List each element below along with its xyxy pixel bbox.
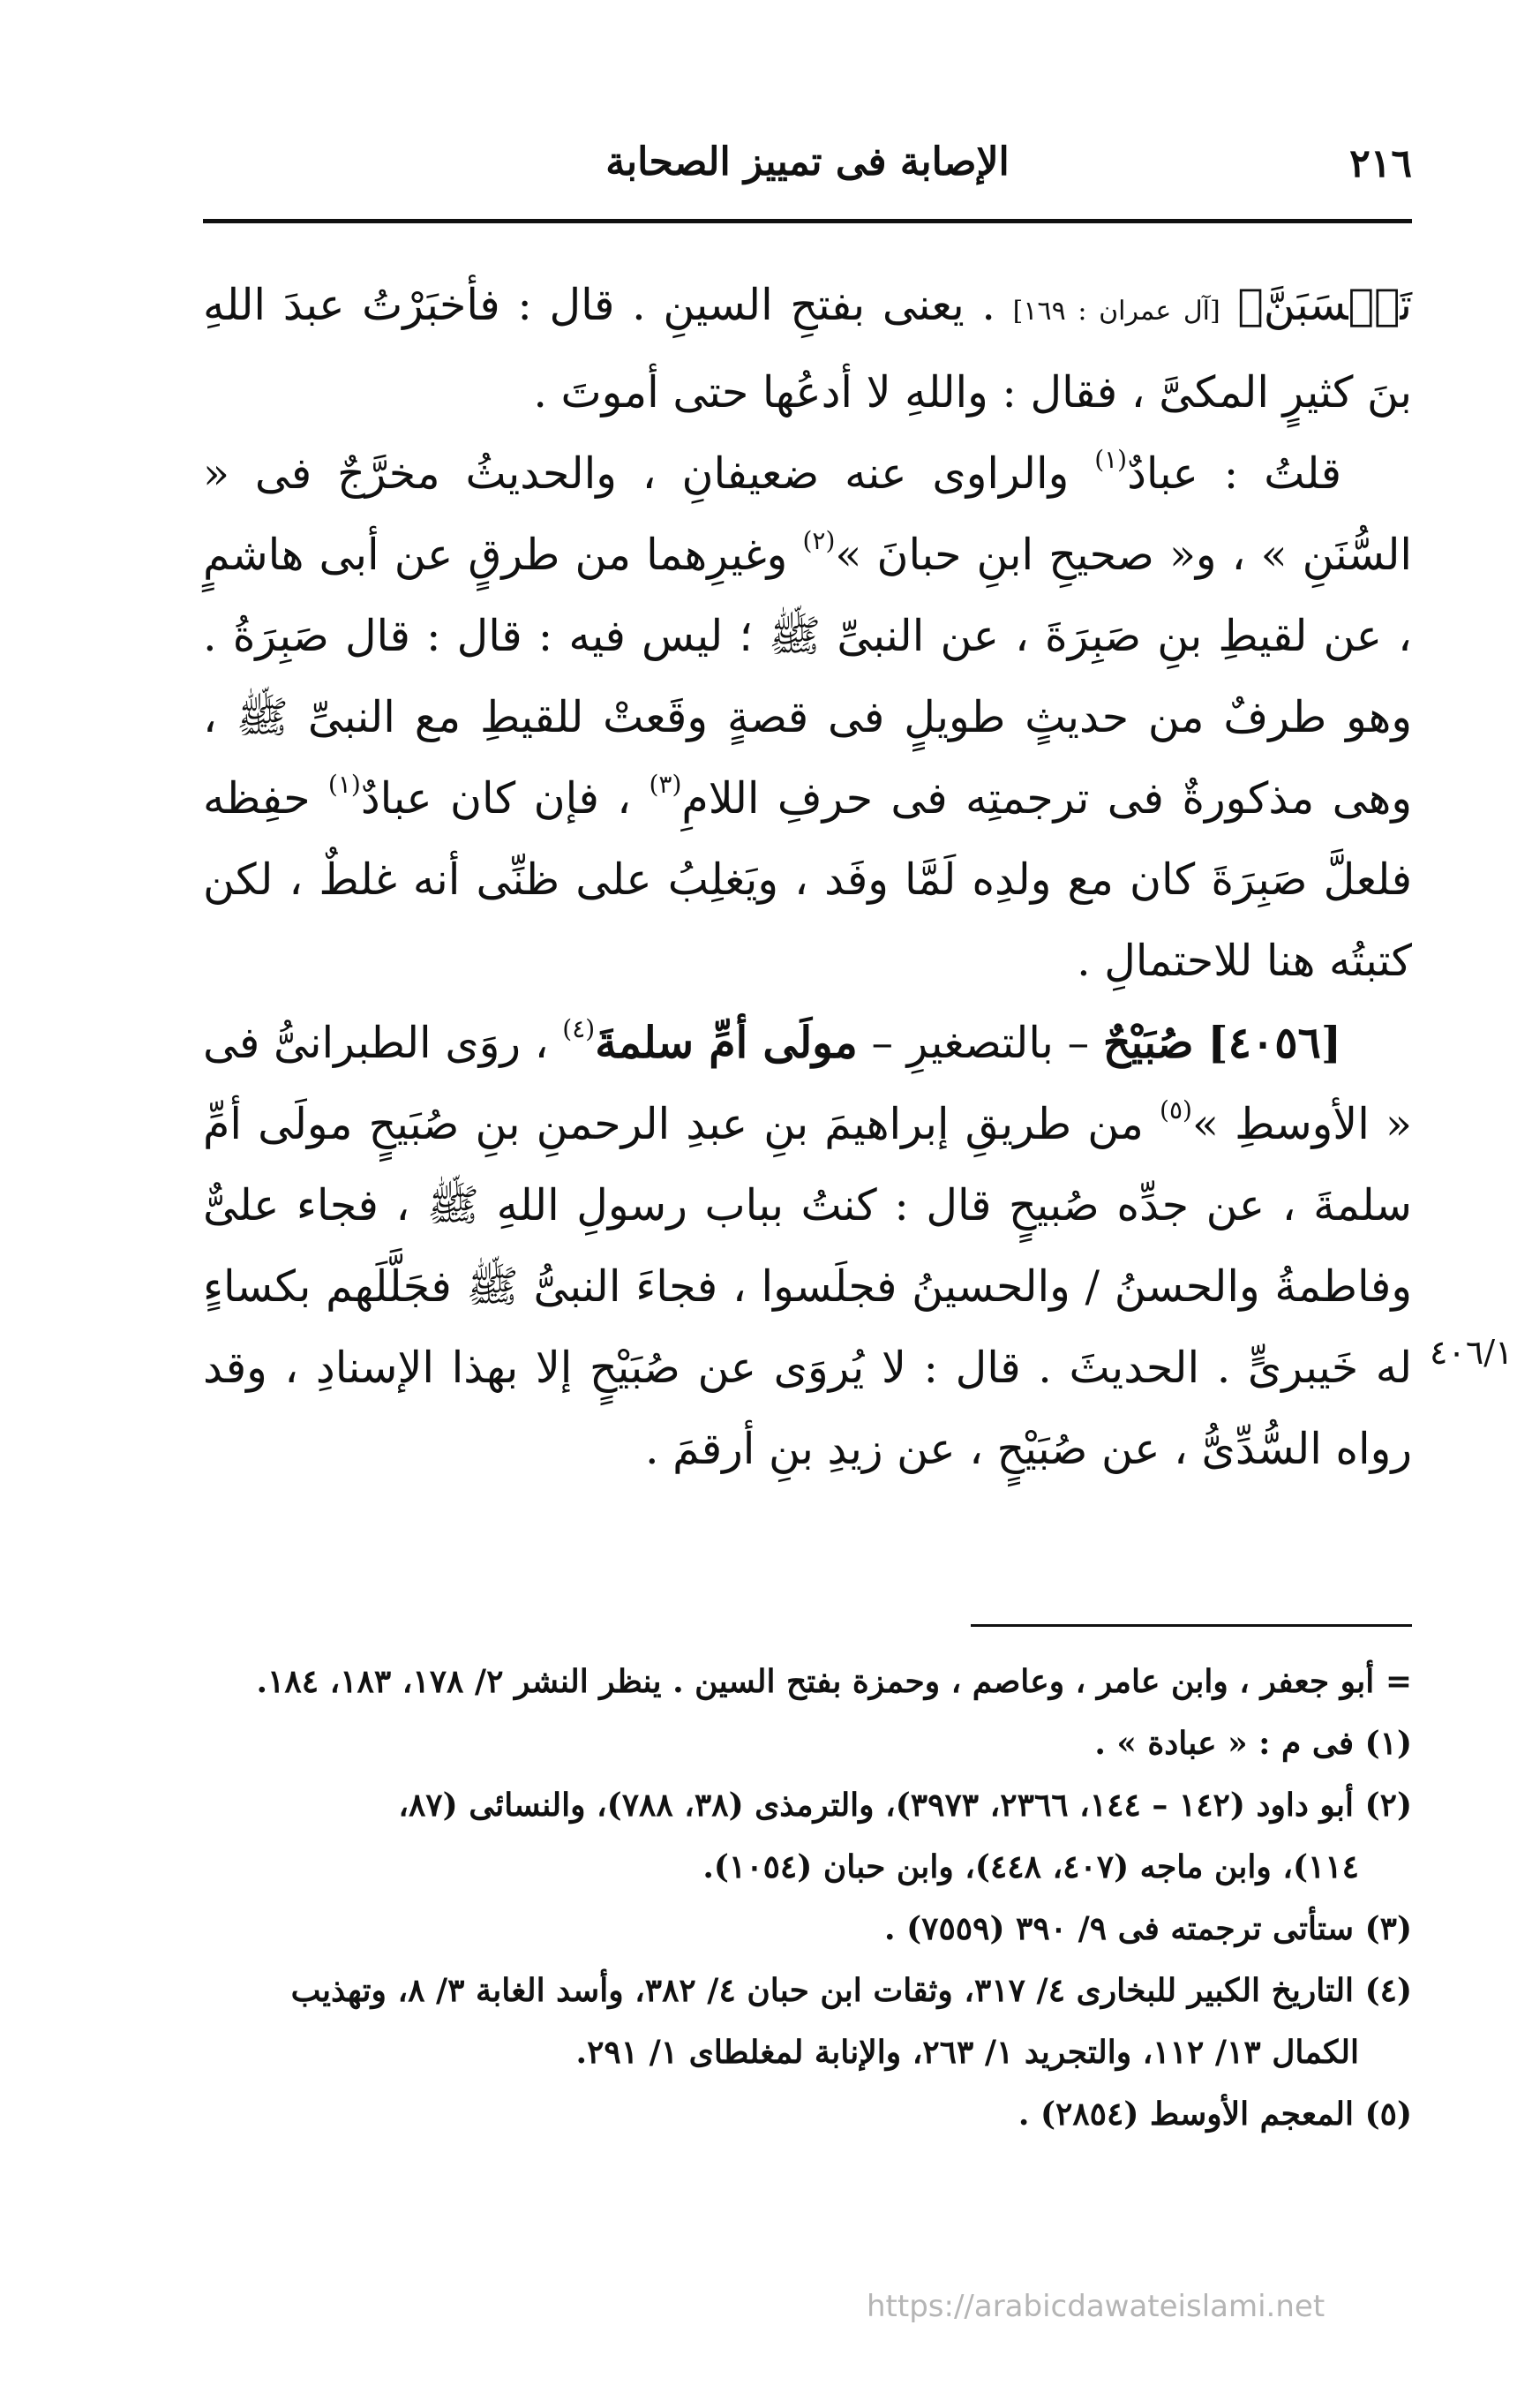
main-text — [203, 265, 1412, 1490]
footnote-4: (٤) التاريخ الكبير للبخارى ٤/ ٣١٧، وثقات ابن حبان ٤/ ٣٨٢، وأسد الغابة ٣/ ٨، وتهذيب — [290, 1972, 1412, 2009]
text-run: من طريقِ إبراهيمَ بنِ عبدِ الرحمنِ بنِ صُبَيحٍ مولَى أمِّ سلمةَ ، عن جدِّه صُبيحٍ قال : كنتُ بباب رسولِ اللهِ ﷺ ، فجاء علىٌّ وفاطمةُ والحسنُ / والحسينُ فجلَسوا ، فجاءَ النبىُّ ﷺ فجَلَّلَهم بكساءٍ له خَيبرىٍّ . الحديثَ . قال : لا يُروَى عن صُبَيْحٍ إلا بهذا الإسنادِ ، وقد رواه السُّدِّىُّ ، عن صُبَيْحٍ ، عن زيدِ بنِ أرقمَ . — [203, 1099, 1412, 1474]
entry-name: صُبَيْحٌ — [1102, 1017, 1194, 1068]
footnote-2-cont: ١١٤)، وابن ماجه (٤٠٧، ٤٤٨)، وابن حبان (١٠٥٤). — [702, 1848, 1359, 1885]
text-run: وغيرِهما من طرقٍ عن أبى هاشمٍ ، عن لقيطِ بنِ صَبِرَةَ ، عن النبىِّ ﷺ ؛ ليس فيه : قال : قال صَبِرَةُ . وهو طرفٌ من حديثٍ طويلٍ فى قصةٍ وقَعتْ للقيطِ مع النبىِّ ﷺ ، وهى مذكورةٌ فى ترجمتِه فى حرفِ اللامِ — [203, 530, 1413, 824]
text-run: والراوى عنه ضعيفانِ ، والحديثُ مخرَّجٌ فى « السُّنَنِ » ، و« صحيحِ ابنِ حبانَ » — [203, 448, 1413, 580]
footnote-1: (١) فى م : « عبادة » . — [1094, 1725, 1412, 1762]
footnote-separator — [971, 1624, 1412, 1627]
paragraph-1 — [203, 265, 1412, 433]
entry-number: [٤٠٥٦] — [1207, 1017, 1342, 1068]
footnote-2: (٢) أبو داود (١٤٢ – ١٤٤، ٢٣٦٦، ٣٩٧٣)، والترمذى (٣٨، ٧٨٨)، والنسائى (٨٧، — [398, 1787, 1412, 1824]
text-run: ، فإن كان عبادٌ — [360, 773, 632, 824]
footnote-ref: (٣) — [649, 769, 682, 799]
footnote-continuation: = أبو جعفر ، وابن عامر ، وعاصم ، وحمزة بفتح السين . ينظر النشر ٢/ ١٧٨، ١٨٣، ١٨٤. — [256, 1663, 1412, 1700]
paragraph-1-text: . يعنى بفتحِ السينِ . قال : فأخبَرْتُ عبدَ اللهِ بنَ كثيرٍ المكىَّ ، فقال : واللهِ لا أدعُها حتى أموتَ . — [203, 280, 1412, 418]
footnote-5: (٥) المعجم الأوسط (٢٨٥٤) . — [1018, 2096, 1412, 2133]
text-run: ، روَى الطبرانىُّ فى « الأوسطِ » — [203, 1018, 1412, 1149]
header-rule — [203, 219, 1412, 223]
watermark-url: https://arabicdawateislami.net — [867, 2289, 1325, 2324]
text-run: قلتُ : عبادٌ — [1127, 448, 1341, 499]
entry-description: مولَى أمِّ سلمةَ — [595, 1017, 858, 1068]
footnote-ref: (١) — [327, 769, 361, 799]
footnote-ref: (٢) — [802, 525, 836, 555]
paragraph-3 — [203, 1002, 1412, 1490]
paragraph-2 — [203, 433, 1412, 1002]
page-header — [203, 132, 1412, 203]
footnote-ref: (٤) — [562, 1013, 596, 1043]
text-run: – بالتصغيرِ – — [871, 1018, 1090, 1068]
running-title: الإصابة فى تمييز الصحابة — [605, 139, 1010, 184]
quran-reference: [آل عمران : ١٦٩] — [1012, 296, 1220, 327]
footnote-ref: (٥) — [1160, 1095, 1192, 1125]
footnote-4-cont: الكمال ١٣/ ١١٢، والتجريد ١/ ٢٦٣، والإنابة لمغلطاى ١/ ٢٩١. — [575, 2034, 1359, 2071]
page-number: ٢١٦ — [1349, 141, 1412, 186]
footnote-3: (٣) ستأتى ترجمته فى ٩/ ٣٩٠ (٧٥٥٩) . — [884, 1910, 1412, 1947]
footnote-ref: (١) — [1094, 444, 1128, 474]
text-run: حفِظه فلعلَّ صَبِرَةَ كان مع ولدِه لَمَّا وفَد ، ويَغلِبُ على ظنِّى أنه غلطٌ ، لكن كتبتُه هنا للاحتمالِ . — [203, 773, 1412, 986]
quran-word: تَحۡسَبَنَّ﴾ — [1237, 280, 1413, 330]
margin-page-reference: ٤٠٦/١ — [1430, 1333, 1513, 1372]
footnotes — [203, 1651, 1412, 2145]
